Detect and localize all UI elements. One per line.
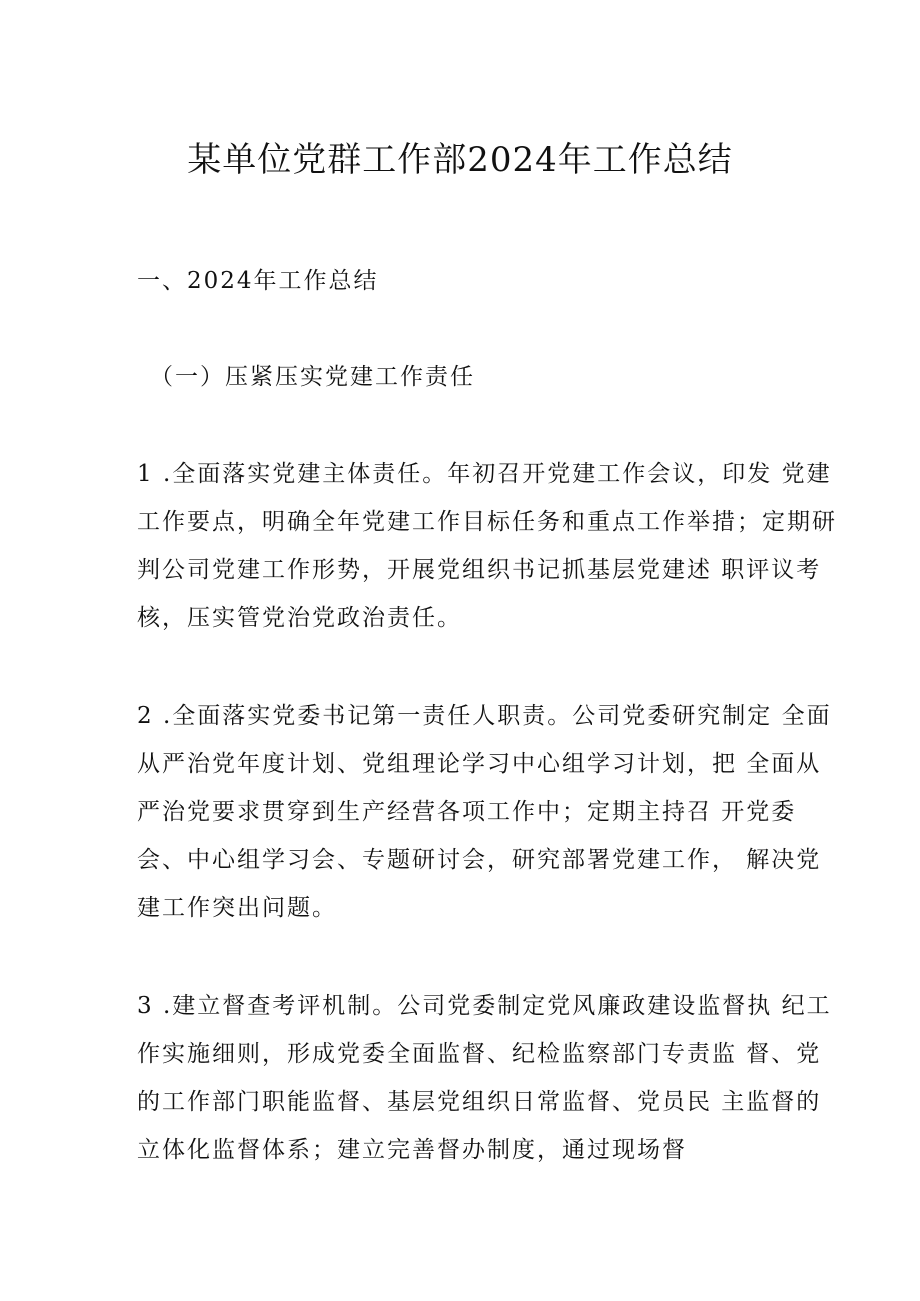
paragraph-3-line-3: 的工作部门职能监督、基层党组织日常监督、党员民 主监督的 <box>137 1089 822 1115</box>
paragraph-3-line-4: 立体化监督体系；建立完善督办制度，通过现场督 <box>137 1137 687 1163</box>
paragraph-2-line-3: 严治党要求贯穿到生产经营各项工作中；定期主持召 开党委 <box>137 799 797 825</box>
paragraph-2-line-1: 2 .全面落实党委书记第一责任人职责。公司党委研究制定 全面 <box>137 703 832 729</box>
paragraph-1-line-4: 核，压实管党治党政治责任。 <box>137 605 462 631</box>
document-title: 某单位党群工作部2024年工作总结 <box>187 140 733 180</box>
subsection-heading: （一）压紧压实党建工作责任 <box>150 364 475 390</box>
section-heading: 一、2024年工作总结 <box>137 268 379 294</box>
paragraph-2-line-4: 会、中心组学习会、专题研讨会，研究部署党建工作， 解决党 <box>137 847 822 873</box>
paragraph-1-line-2: 工作要点，明确全年党建工作目标任务和重点工作举措；定期研 <box>137 509 837 535</box>
paragraph-1-line-1: 1 .全面落实党建主体责任。年初召开党建工作会议，印发 党建 <box>137 461 832 487</box>
paragraph-3-line-1: 3 .建立督查考评机制。公司党委制定党风廉政建设监督执 纪工 <box>137 993 832 1019</box>
paragraph-2-line-5: 建工作突出问题。 <box>137 895 337 921</box>
paragraph-2-line-2: 从严治党年度计划、党组理论学习中心组学习计划，把 全面从 <box>137 751 822 777</box>
paragraph-3-line-2: 作实施细则，形成党委全面监督、纪检监察部门专责监 督、党 <box>137 1041 822 1067</box>
paragraph-1-line-3: 判公司党建工作形势，开展党组织书记抓基层党建述 职评议考 <box>137 557 822 583</box>
